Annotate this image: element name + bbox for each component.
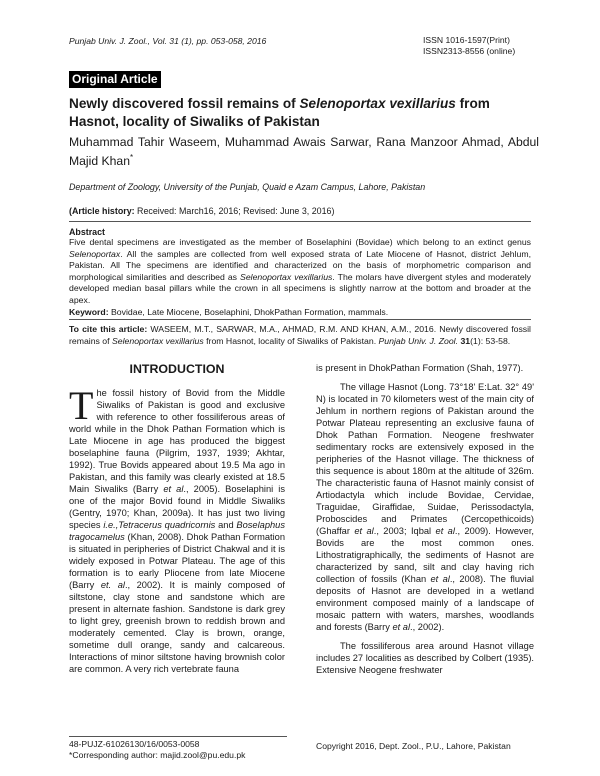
col1-text-5: ., 2002). It is mainly composed of siltstone, clay stone and sandstone which are present in alternate fashion. Sandstone is dark grey to light grey, greenish brown to reddish brown and moderately cemented. Clay is brown, orange, sometime dull orange, sandy and calcareous. Interactions of minor siltstone having brownish color are common. A very rich vertebrate fauna [69,580,286,674]
citation [69,324,531,347]
authors-text: Muhammad Tahir Waseem, Muhammad Awais Sarwar, Rana Manzoor Ahmad, Abdul Majid Khan [69,135,539,169]
col2-paragraph-1: is present in DhokPathan Formation (Shah, 1977). [316,363,524,373]
col2-text-c: ., 2009). However, Bovids are the most common ones. Lithostratigraphically, the sediments of Hasnot are characterized by sand, silt and clay having rich collection of fossils (Khan [316,526,534,584]
col2-italic-3: et al [430,574,450,584]
keywords-text: Bovidae, Late Miocene, Boselaphini, DhokPathan Formation, mammals. [108,307,389,317]
col2-italic-1: et al [354,526,374,536]
article-code: 48-PUJZ-61026130/16/0053-0058 [69,739,200,749]
title-part2: from Hasnot, locality of Siwaliks of Pakistan [69,96,490,129]
abstract-body [69,237,531,306]
citation-volume: 31 [458,335,471,346]
title-species: Selenoportax vexillarius [299,96,456,111]
keywords [69,307,531,319]
col1-text-3: and [215,520,237,530]
col2-text-d: ., 2008). The fluvial deposits of Hasnot are developed in a wetland environment composed mainly of a landscape of mosaic pattern with waters, marshes, woodlands and forests (Barry [316,574,534,632]
article-title [69,95,539,131]
col2-text-a: The village Hasnot (Long. 73°18' E:Lat. 32° 49' N) is located in 70 kilometers west of the main city of Jehlum in northern regions of Pakistan around the Potwar Plateau representing an exclusive fauna of Dhok Pathan Formation. Neogene freshwater sedimentary rocks are extensively exposed in the peripheries of the Hasnot village. The thickness of this sequence is about 180m at the altitude of 326m. The characteristic fauna of Hasnot mainly consist of Artiodactyla which include Bovidae, Cervidae, Traguidae, Giraffidae, Suidae, Perissodactyla, Proboscides and Primates (Cercopethicoids) (Ghaffar [316,382,534,536]
citation-species: Selenoportax vexillarius [111,335,204,346]
abstract-text-2: . All the samples are collected from well exposed strata of Late Miocene of Hasnot, district Jehlum, Pakistan. All The specimens are identified and characterized on the basis of morphometric comparison and morphological similarities and described as [69,248,531,282]
col1-text-1: he fossil history of Bovid from the Middle Siwaliks of Pakistan is good and exclusive with reference to other fossiliferous areas of world while in the Dhok Pathan Formation which is Late Miocene in age has produced the biggest boselaphine fauna (Pilgrim, 1937, 1939; Akhtar, 1992). True Bovids appeared about 19.5 Ma ago in Pakistan, and this family was clearly existed at 18.5 Main Siwaliks (Barry [69,388,285,494]
copyright: Copyright 2016, Dept. Zool., P.U., Lahore, Pakistan [316,741,511,751]
col2-text-e: ., 2002). [410,622,445,632]
abstract-heading: Abstract [69,227,106,237]
col2-italic-4: et al [392,622,411,632]
author-list [69,134,539,169]
history-text: Received: March16, 2016; Revised: June 3, 2016) [134,206,335,216]
intro-column-right [316,362,534,676]
intro-column-left [69,383,286,675]
footnote-mark: * [69,750,73,760]
col1-italic-2: i.e.,Tetracerus quadricornis [103,520,216,530]
col1-text-2: ., 2005). Boselaphini is one of the major Bovid found in Middle Siwaliks (Gentry, 1970; Khan, 2009a). It has just two living species [69,484,286,530]
issn-online: ISSN2313-8556 (online) [423,46,516,56]
citation-pages: (1): 53-58. [470,335,511,346]
citation-text-2: from Hasnot, locality of Siwaliks of Pakistan. [203,335,379,346]
col1-italic-4: et. al [100,580,125,590]
article-type-badge: Original Article [69,71,161,88]
abstract-species: Selenoportax vexillarius [240,271,333,282]
drop-cap: T [69,383,94,428]
corresponding-author-note [69,750,245,761]
abstract-text-3: . The molars have divergent styles and moderately developed median basal pillars while the crown in all specimens is slightly narrow at the bottom and broader at the apex. [69,271,532,305]
footnote-rule [69,736,287,737]
abstract-text-1: Five dental specimens are investigated as the member of Boselaphini (Bovidae) which belong to an extinct genus [69,237,531,247]
corresponding-email: Corresponding author: majid.zool@pu.edu.pk [72,750,246,760]
title-part1: Newly discovered fossil remains of [69,96,300,111]
introduction-heading: INTRODUCTION [129,362,225,376]
keywords-label: Keyword: [69,307,109,317]
corresponding-author-mark: * [129,153,134,162]
col2-paragraph-2 [316,381,534,633]
col1-italic-3: Boselaphus tragocamelus [69,520,285,542]
col2-italic-2: et al [435,526,455,536]
col1-text-4: (Khan, 2008). Dhok Pathan Formation is situated in peripheries of District Chakwal and it is widely exposed in Potwar Plateau. The age of this formation is to early Pliocene from late Miocene (Barry [69,532,285,590]
history-label: (Article history: [69,206,135,216]
col2-paragraph-3: The fossiliferous area around Hasnot village includes 27 localities as described by Colbert (1935). Extensive Neogene freshwater [316,641,534,675]
col2-text-b: ., 2003; Iqbal [373,526,436,536]
journal-reference: Punjab Univ. J. Zool., Vol. 31 (1), pp. 053-058, 2016 [69,36,267,46]
col1-italic-1: et al [163,484,184,494]
citation-journal: Punjab Univ. J. Zool. [378,335,459,346]
article-history [69,205,539,217]
citation-text-1: WASEEM, M.T., SARWAR, M.A., AHMAD, R.M. AND KHAN, A.M., 2016. Newly discovered fossil remains of [69,324,531,346]
divider-top [69,221,531,222]
abstract-genus: Selenoportax [69,248,121,259]
affiliation: Department of Zoology, University of the Punjab, Quaid e Azam Campus, Lahore, Pakistan [69,182,426,192]
issn-print: ISSN 1016-1597(Print) [423,35,510,45]
divider-middle [69,319,531,320]
citation-label: To cite this article: [69,324,148,334]
